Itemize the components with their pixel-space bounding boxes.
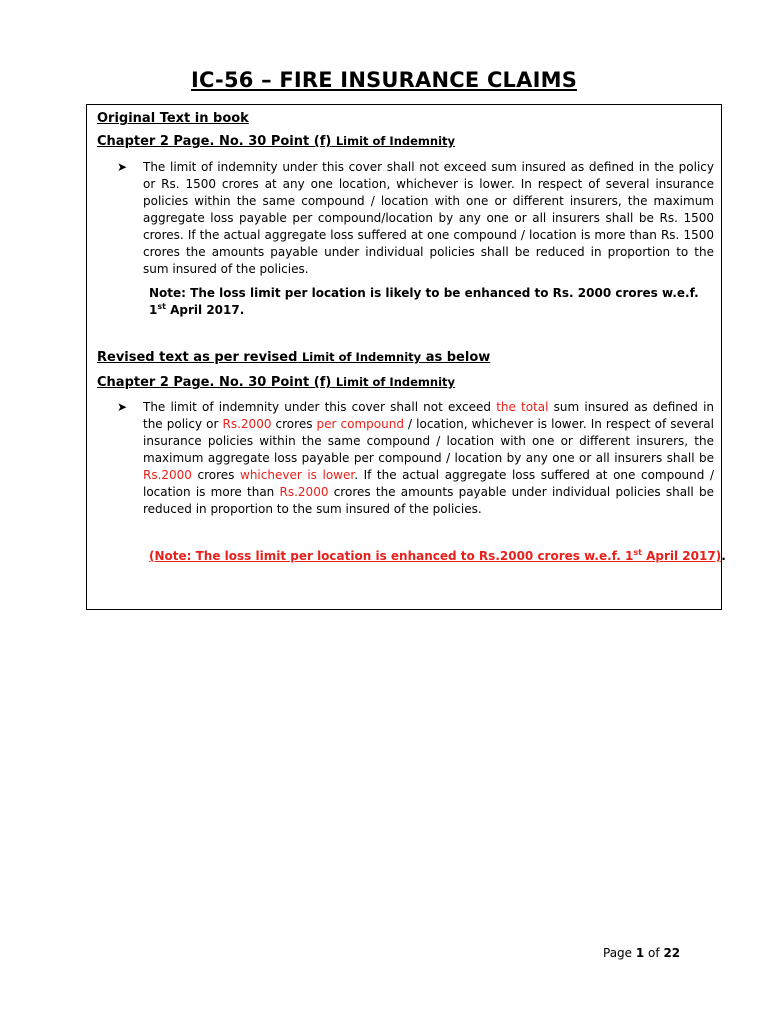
arrow-bullet-icon: ➤ bbox=[117, 400, 128, 414]
original-chapter-sub: Limit of Indemnity bbox=[335, 134, 456, 148]
original-note bbox=[149, 285, 715, 319]
revised-heading-sub: Limit of Indemnity bbox=[301, 350, 422, 364]
page-total: 22 bbox=[663, 946, 681, 960]
original-note-date: April 2017. bbox=[165, 303, 245, 317]
revised-text-6: . If the actual aggregate loss suffered at one compound / location is more than bbox=[143, 468, 714, 499]
revised-text-4: / location, whichever is lower. In respect of several insurance policies within the same compound / location with one or different insurers, the maximum aggregate loss payable per compound / location by any one or all insurers shall be bbox=[143, 417, 714, 465]
original-paragraph: The limit of indemnity under this cover shall not exceed sum insured as defined in the policy or Rs. 1500 crores at any one location, whichever is lower. In respect of several insurance policies within the same compound / location with one or different insurers, the maximum aggregate loss payable per compound/location by any one or all insurers shall be Rs. 1500 crores. If the actual aggregate loss suffered at one compound / location is more than Rs. 1500 crores the amounts payable under individual policies shall be reduced in proportion to the sum insured of the policies. bbox=[143, 160, 714, 276]
content-box bbox=[86, 104, 726, 610]
revised-text-1: The limit of indemnity under this cover shall not exceed bbox=[143, 400, 497, 414]
original-note-text: Note: The loss limit per location is likely to be enhanced to Rs. 2000 crores w.e.f. 1 bbox=[149, 286, 699, 317]
revised-note-end: . bbox=[721, 549, 726, 563]
revised-highlight-4: Rs.2000 bbox=[143, 468, 192, 482]
arrow-bullet-icon: ➤ bbox=[117, 160, 128, 174]
document-title bbox=[0, 68, 768, 92]
revised-highlight-6: Rs.2000 bbox=[279, 485, 329, 499]
revised-highlight-2: Rs.2000 bbox=[222, 417, 272, 431]
revised-text-2: sum insured as defined in the policy or bbox=[143, 400, 715, 431]
page-of-label: of bbox=[644, 946, 664, 960]
revised-highlight-3: per compound bbox=[316, 417, 404, 431]
document-title-text: IC-56 – FIRE INSURANCE CLAIMS bbox=[190, 68, 578, 92]
revised-chapter-heading bbox=[97, 375, 455, 390]
revised-text-7: crores the amounts payable under individual policies shall be reduced in proportion to the sum insured of the policies. bbox=[143, 485, 715, 516]
revised-note-sup: st bbox=[633, 548, 642, 557]
revised-paragraph bbox=[143, 399, 714, 518]
page-current: 1 bbox=[635, 946, 645, 960]
revised-heading-tail: as below bbox=[425, 350, 491, 365]
page-number bbox=[603, 946, 680, 960]
revised-heading bbox=[97, 350, 490, 365]
revised-text-5: crores bbox=[191, 468, 241, 482]
page-label: Page bbox=[603, 946, 636, 960]
original-note-sup: st bbox=[157, 302, 166, 311]
revised-heading-main: Revised text as per revised bbox=[97, 350, 298, 365]
revised-note-date: April 2017) bbox=[641, 549, 722, 563]
original-chapter-heading bbox=[97, 134, 455, 149]
revised-text-3: crores bbox=[271, 417, 317, 431]
revised-highlight-5: whichever is lower bbox=[240, 468, 355, 482]
revised-highlight-1: the total bbox=[496, 400, 549, 414]
original-heading: Original Text in book bbox=[97, 111, 249, 126]
revised-chapter-main: Chapter 2 Page. No. 30 Point (f) bbox=[97, 375, 332, 390]
revised-note-main: (Note: The loss limit per location is enhanced to Rs.2000 crores w.e.f. 1 bbox=[149, 549, 634, 563]
original-chapter-main: Chapter 2 Page. No. 30 Point (f) bbox=[97, 134, 332, 149]
revised-note bbox=[149, 548, 724, 565]
revised-note-text bbox=[149, 549, 721, 563]
revised-chapter-sub: Limit of Indemnity bbox=[335, 375, 456, 389]
